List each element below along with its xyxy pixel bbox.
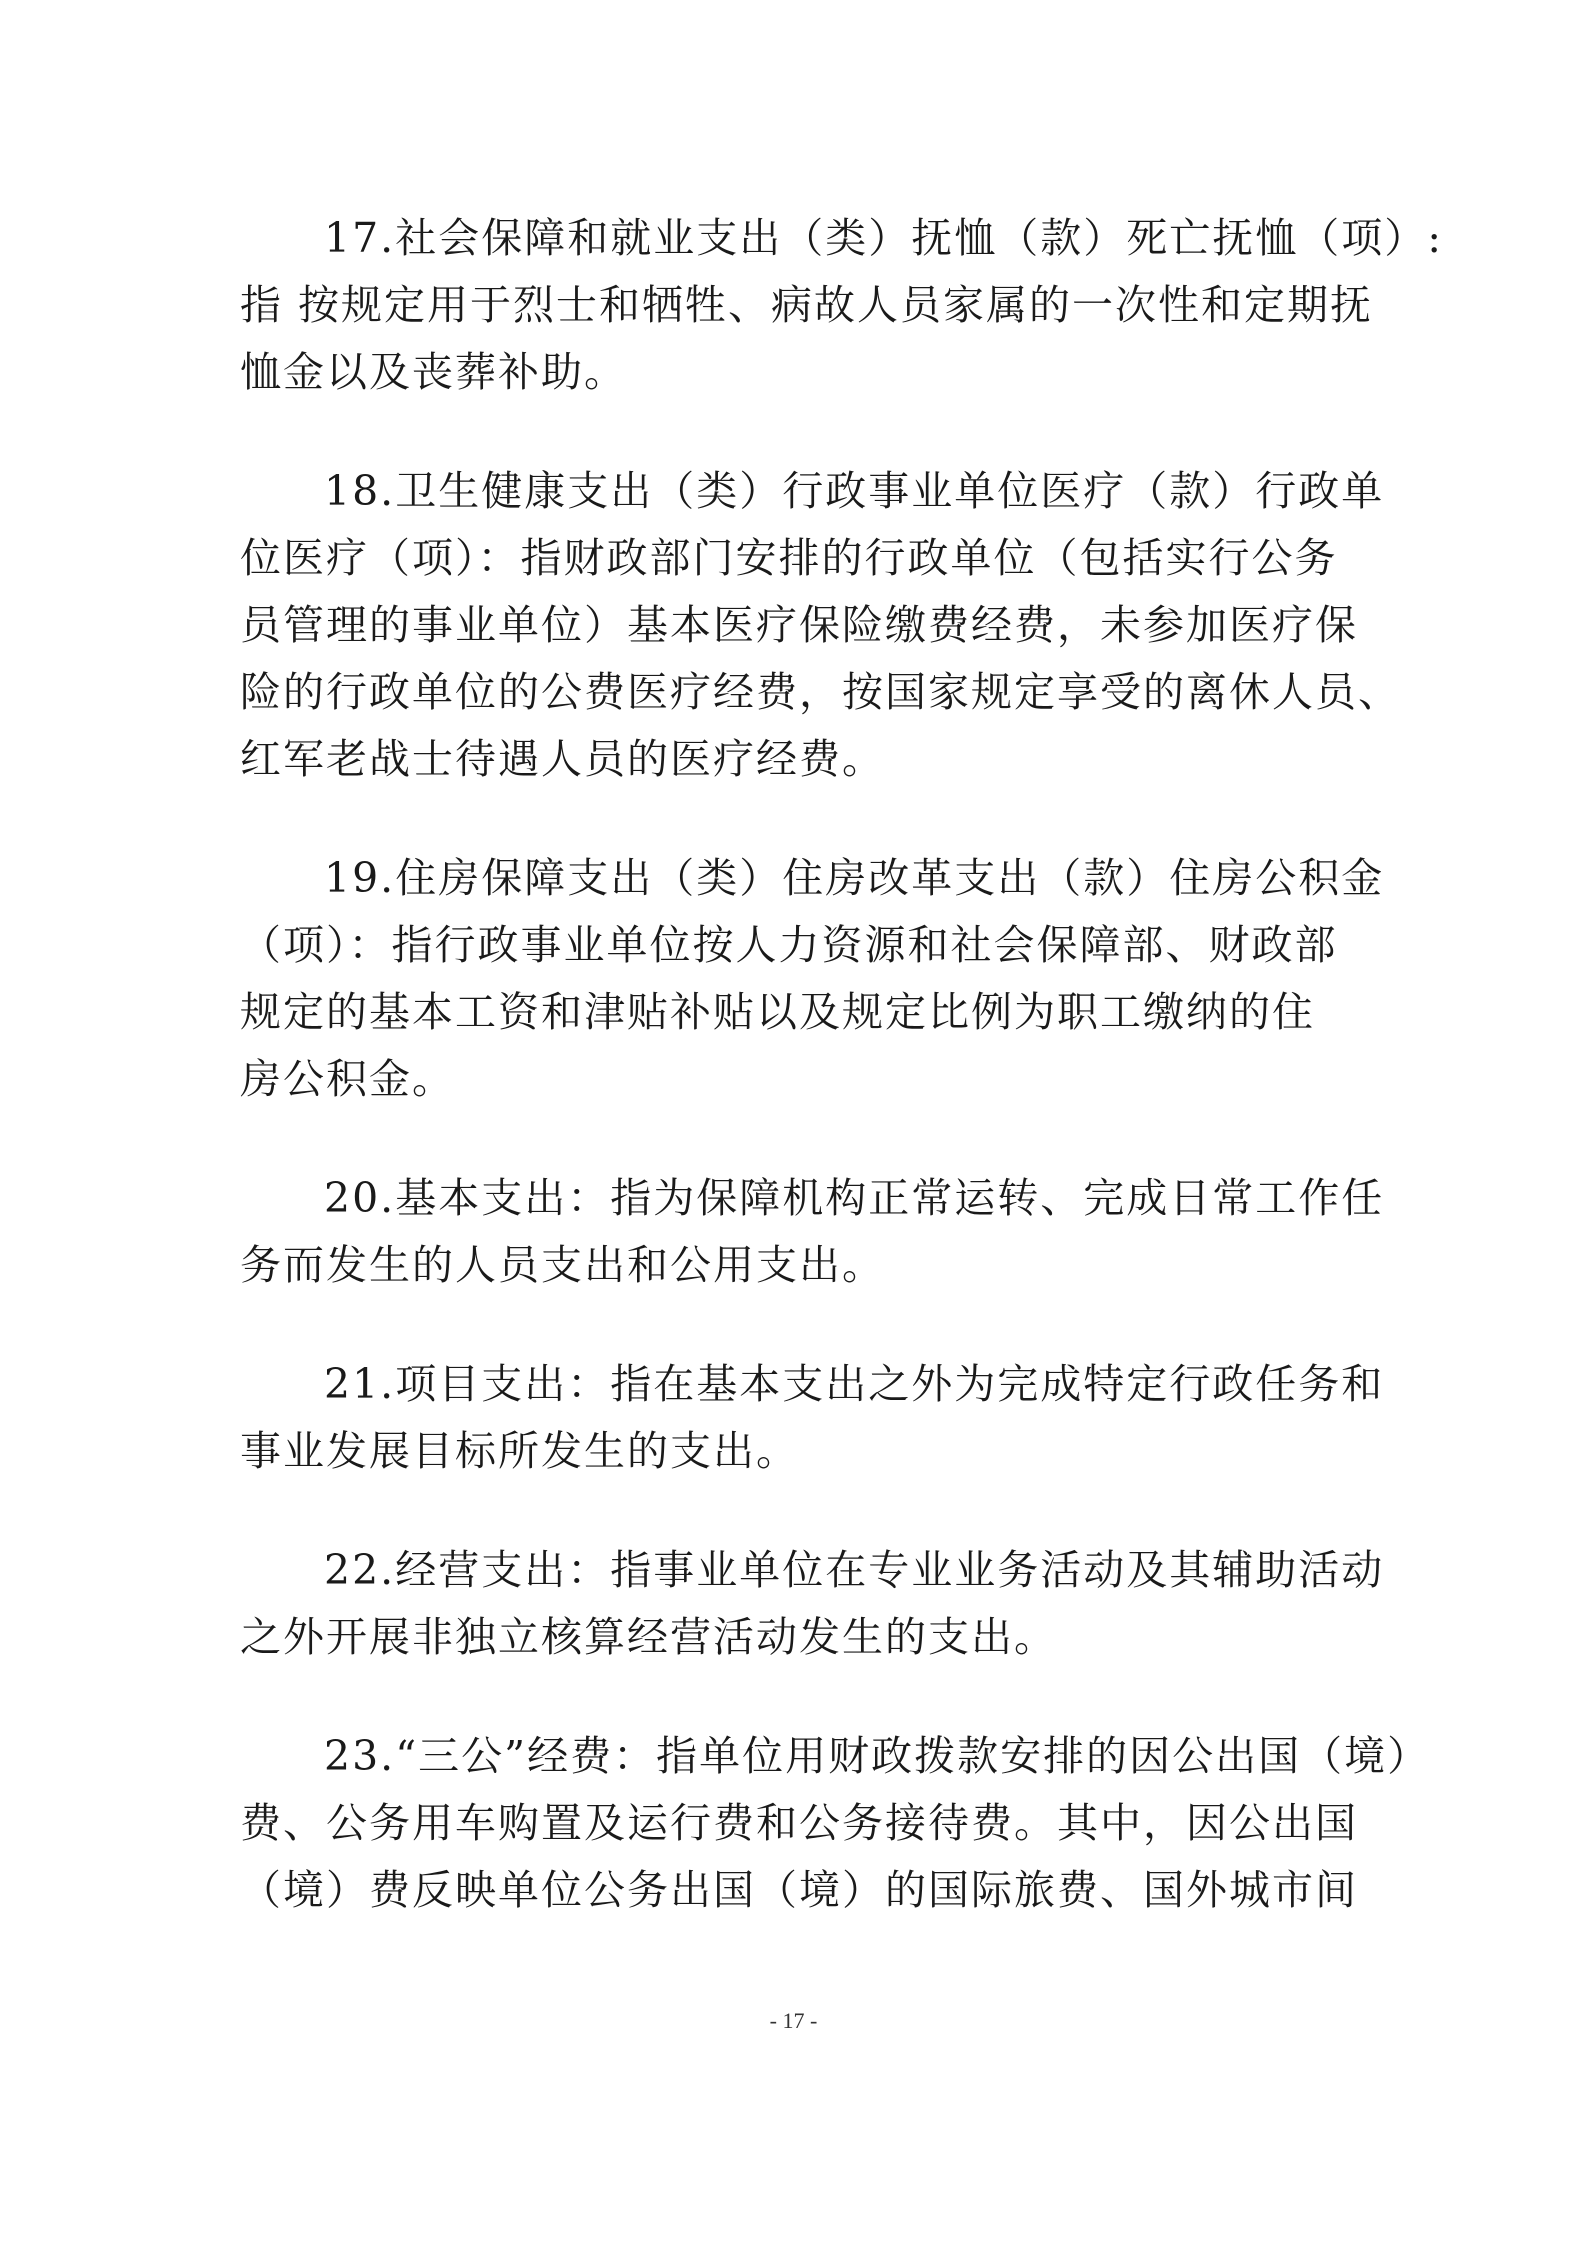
paragraph-22 — [240, 1537, 1385, 1671]
text-line: 19.住房保障支出（类）住房改革支出（款）住房公积金 — [324, 854, 1385, 902]
paragraph-23 — [240, 1723, 1431, 1924]
text-line: 23.“三公”经费：指单位用财政拨款安排的因公出国（境） — [324, 1732, 1431, 1780]
text-line: （境）费反映单位公务出国（境）的国际旅费、国外城市间 — [240, 1866, 1358, 1914]
text-line: 17.社会保障和就业支出（类）抚恤（款）死亡抚恤（项）: — [324, 214, 1444, 262]
text-line: 位医疗（项）：指财政部门安排的行政单位（包括实行公务 — [240, 534, 1338, 582]
text-line: 22.经营支出：指事业单位在专业业务活动及其辅助活动 — [324, 1546, 1385, 1594]
text-line: 费、公务用车购置及运行费和公务接待费。其中，因公出国 — [240, 1799, 1358, 1847]
paragraph-18 — [240, 458, 1401, 793]
text-line: 指 按规定用于烈士和牺牲、病故人员家属的一次性和定期抚 — [240, 281, 1374, 329]
document-body — [240, 205, 1444, 1976]
text-line: （项）：指行政事业单位按人力资源和社会保障部、财政部 — [240, 921, 1338, 969]
text-line: 员管理的事业单位）基本医疗保险缴费经费，未参加医疗保 — [240, 601, 1358, 649]
text-line: 21.项目支出：指在基本支出之外为完成特定行政任务和 — [324, 1360, 1385, 1408]
text-line: 红军老战士待遇人员的医疗经费。 — [240, 735, 885, 783]
text-line: 险的行政单位的公费医疗经费，按国家规定享受的离休人员、 — [240, 668, 1401, 716]
page-number: - 17 - — [769, 2008, 818, 2033]
text-line: 规定的基本工资和津贴补贴以及规定比例为职工缴纳的住 — [240, 988, 1315, 1036]
paragraph-21 — [240, 1351, 1385, 1485]
text-line: 务而发生的人员支出和公用支出。 — [240, 1241, 885, 1289]
text-line: 20.基本支出：指为保障机构正常运转、完成日常工作任 — [324, 1174, 1385, 1222]
text-line: 18.卫生健康支出（类）行政事业单位医疗（款）行政单 — [324, 467, 1385, 515]
paragraph-20 — [240, 1165, 1385, 1299]
text-line: 之外开展非独立核算经营活动发生的支出。 — [240, 1613, 1057, 1661]
text-line: 房公积金。 — [240, 1055, 455, 1103]
paragraph-19 — [240, 845, 1385, 1113]
text-line: 恤金以及丧葬补助。 — [240, 348, 627, 396]
text-line: 事业发展目标所发生的支出。 — [240, 1427, 799, 1475]
paragraph-17 — [240, 205, 1444, 406]
